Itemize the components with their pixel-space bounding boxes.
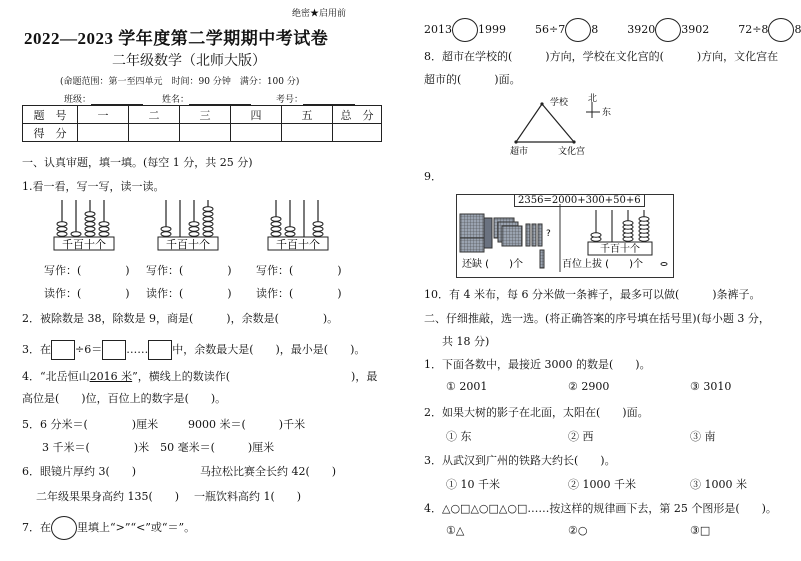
secret-label: 绝密★启用前	[292, 9, 347, 19]
q1-write-2[interactable]: 写作：( )	[146, 264, 232, 277]
q10-text: 10．有 4 米布，每 6 分米做一条裤子，最多可以做( )条裤子。	[424, 288, 761, 301]
q9-equation: 2356=2000+300+50+6	[514, 194, 645, 207]
id-field: 考号：	[276, 92, 355, 105]
compare-circle-1[interactable]	[452, 18, 478, 42]
score-cell[interactable]	[231, 124, 282, 142]
map-school: 学校	[550, 98, 569, 108]
mc2-option-1[interactable]: ① 东	[446, 430, 472, 443]
score-row	[23, 124, 382, 142]
abacus-2	[156, 196, 228, 254]
mc4-question: 4．△○□△○□△○□……按这样的规律画下去，第 25 个图形是( )。	[424, 502, 777, 515]
q9-text: 9．	[424, 170, 442, 183]
mc1-question: 1．下面各数中，最接近 3000 的数是( )。	[424, 358, 651, 371]
score-header-cell: 三	[180, 106, 231, 124]
q9-lack-text: 还缺 ( )个	[462, 259, 523, 270]
q9-abacus-label: 千百十个	[600, 244, 640, 255]
compare-circle-3[interactable]	[655, 18, 681, 42]
q5-line1a: 5．6 分米＝( )厘米	[22, 418, 159, 431]
q3-box-2[interactable]	[102, 340, 126, 360]
score-header-row	[23, 106, 382, 124]
q4-line1: 4．“北岳恒山2016 米”，横线上的数读作( )，最	[22, 370, 378, 383]
q8-line2: 超市的( )面。	[424, 73, 521, 86]
score-cell[interactable]	[282, 124, 333, 142]
q1-write-3[interactable]: 写作：( )	[256, 264, 342, 277]
q7-circle	[51, 516, 77, 540]
mc3-option-1[interactable]: ① 10 千米	[446, 478, 500, 491]
compare-circle-4[interactable]	[768, 18, 794, 42]
mc4-option-2[interactable]: ②○	[568, 524, 588, 537]
q1-read-1[interactable]: 读作：( )	[44, 287, 130, 300]
mc1-option-2[interactable]: ② 2900	[568, 380, 610, 393]
mc4-option-3[interactable]: ③□	[690, 524, 711, 537]
name-field: 姓名：	[162, 92, 251, 105]
q3-line: 3．在 ÷6＝ …… 中，余数最大是( )，最小是( )。	[22, 340, 365, 360]
score-cell[interactable]	[78, 124, 129, 142]
mc1-option-3[interactable]: ③ 3010	[690, 380, 732, 393]
q1-read-2[interactable]: 读作：( )	[146, 287, 232, 300]
q6-line1b: 马拉松比赛全长约 42( )	[200, 465, 337, 478]
q4-line2: 高位是( )位，百位上的数字是( )。	[22, 392, 227, 405]
mc2-question: 2．如果大树的影子在北面，太阳在( )面。	[424, 406, 649, 419]
q9-abacus-icon	[596, 210, 644, 242]
q9-illustration	[458, 204, 668, 274]
map-diagram	[504, 90, 624, 158]
score-header-cell: 二	[129, 106, 180, 124]
cube-question-mark: ?	[546, 229, 551, 239]
mc3-option-2[interactable]: ② 1000 千米	[568, 478, 636, 491]
section1-heading: 一、认真审题，填一填。(每空 1 分，共 25 分)	[22, 156, 253, 169]
mc3-question: 3．从武汉到广州的铁路大约长( )。	[424, 454, 616, 467]
q6-line2b: 一瓶饮料高约 1( )	[194, 490, 302, 503]
class-field: 班级：	[64, 92, 143, 105]
abacus-1-label: 千百十个	[62, 238, 106, 251]
thousand-cubes-icon	[460, 214, 492, 252]
q1-write-1[interactable]: 写作：( )	[44, 264, 130, 277]
map-triangle	[516, 104, 574, 142]
q3-box-1[interactable]	[51, 340, 75, 360]
score-header-cell: 四	[231, 106, 282, 124]
q1-read-3[interactable]: 读作：( )	[256, 287, 342, 300]
exam-info: (命题范围：第一至四单元 时间：90 分钟 满分：100 分)	[60, 77, 300, 87]
score-table	[22, 105, 382, 142]
page-subtitle: 二年级数学（北师大版）	[112, 53, 266, 69]
q5-line2: 3 千米＝( )米 50 毫米＝( )厘米	[42, 441, 275, 454]
mc3-option-3[interactable]: ③ 1000 米	[690, 478, 747, 491]
score-cell[interactable]	[129, 124, 180, 142]
mc4-option-1[interactable]: ①△	[446, 524, 465, 537]
bead-icon	[661, 263, 667, 266]
q6-line2a: 二年级果果身高约 135( )	[36, 490, 180, 503]
compare-circle-2[interactable]	[565, 18, 591, 42]
q2-text: 2．被除数是 38，除数是 9，商是( )，余数是( )。	[22, 312, 339, 325]
q8-line1: 8．超市在学校的( )方向，学校在文化宫的( )方向，文化宫在	[424, 50, 779, 63]
abacus-1	[52, 196, 124, 254]
mc1-option-1[interactable]: ① 2001	[446, 380, 488, 393]
abacus-3-label: 千百十个	[276, 238, 320, 251]
map-market: 超市	[510, 147, 529, 157]
q3-box-3[interactable]	[148, 340, 172, 360]
mc2-option-2[interactable]: ② 西	[568, 430, 594, 443]
q9-add-text: 百位上拔 ( )个	[562, 259, 643, 270]
q1-text: 1.看一看，写一写，读一读。	[22, 180, 165, 193]
score-header-cell: 题 号	[23, 106, 78, 124]
mc2-option-3[interactable]: ③ 南	[690, 430, 716, 443]
score-cell[interactable]	[333, 124, 382, 142]
map-culture: 文化宫	[558, 147, 586, 157]
section2-heading: 二、仔细推敲，选一选。(将正确答案的序号填在括号里)(每小题 3 分，	[424, 312, 770, 325]
q7-line: 7．在 里填上“>”“<”或“＝”。	[22, 516, 195, 540]
q5-line1b: 9000 米＝( )千米	[188, 418, 306, 431]
score-header-cell: 总 分	[333, 106, 382, 124]
score-label: 得 分	[23, 124, 78, 142]
q6-line1a: 6．眼镜片厚约 3( )	[22, 465, 137, 478]
abacus-3	[266, 196, 338, 254]
map-east: 东	[602, 108, 612, 118]
score-cell[interactable]	[180, 124, 231, 142]
ten-rods-icon	[526, 224, 542, 246]
page-title: 2022—2023 学年度第二学期期中考试卷	[24, 29, 329, 48]
section2-heading-2: 共 18 分)	[442, 335, 490, 348]
abacus-2-label: 千百十个	[166, 238, 210, 251]
hundred-flats-icon	[494, 218, 522, 246]
score-header-cell: 五	[282, 106, 333, 124]
map-north: 北	[588, 94, 598, 104]
compare-row: 2013 1999 56÷7 8 3920 3902 72÷8 8	[424, 18, 801, 42]
score-header-cell: 一	[78, 106, 129, 124]
